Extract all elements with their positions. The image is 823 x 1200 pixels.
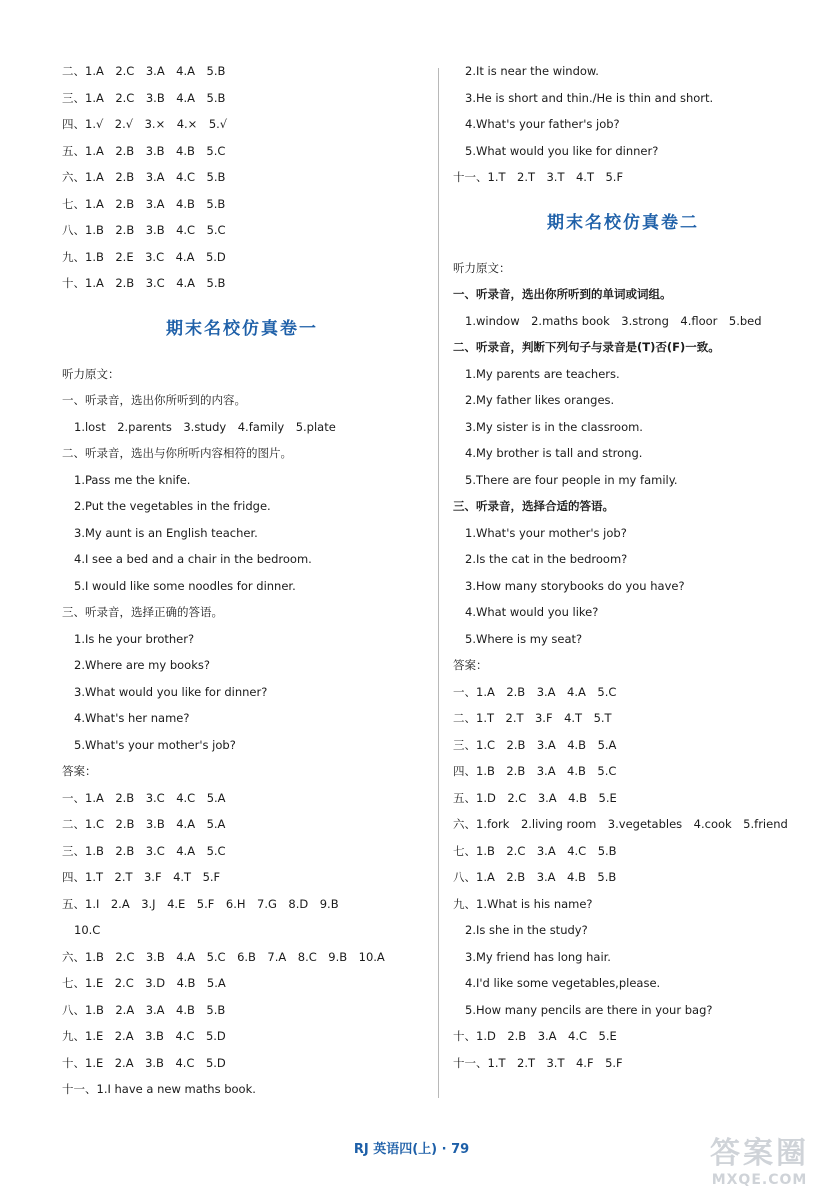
text-line: 五、1.A 2.B 3.B 4.B 5.C: [62, 143, 226, 158]
left-column: [62, 58, 422, 1103]
text-line: 四、1.T 2.T 3.F 4.T 5.F: [62, 870, 221, 884]
answer-line: 3.My sister is in the classroom.: [465, 419, 643, 434]
answer-line: 5.How many pencils are there in your bag?: [465, 1002, 713, 1017]
text-line: 十、1.A 2.B 3.C 4.A 5.B: [62, 276, 226, 290]
text-line: 十、1.D 2.B 3.A 4.C 5.E: [453, 1029, 617, 1043]
answer-line: 5.There are four people in my family.: [465, 472, 678, 487]
text-line: 七、1.E 2.C 3.D 4.B 5.A: [62, 976, 226, 990]
answer-line: 4.I see a bed and a chair in the bedroom.: [74, 552, 312, 566]
answer-line: 5.What's your mother's job?: [74, 737, 236, 752]
answer-line: 2.Put the vegetables in the fridge.: [74, 499, 271, 513]
text-line: 二、1.C 2.B 3.B 4.A 5.A: [62, 817, 226, 831]
answer-line: 4.What's your father's job?: [465, 117, 620, 131]
answer-line: 5.What would you like for dinner?: [465, 143, 659, 158]
answer-line: 2.Where are my books?: [74, 658, 210, 672]
text-line: 答案：: [62, 764, 97, 778]
answer-line: 2.It is near the window.: [465, 64, 599, 78]
text-line: 九、1.E 2.A 3.B 4.C 5.D: [62, 1029, 226, 1043]
text-line: 六、1.A 2.B 3.A 4.C 5.B: [62, 170, 226, 184]
answer-line: 3.What would you like for dinner?: [74, 684, 268, 699]
answer-line: 2.My father likes oranges.: [465, 393, 615, 407]
answer-line: 4.What would you like?: [465, 605, 599, 619]
text-line: 七、1.B 2.C 3.A 4.C 5.B: [453, 843, 617, 858]
text-line: 四、1.B 2.B 3.A 4.B 5.C: [453, 764, 617, 778]
text-line: 三、听录音，选择正确的答语。: [62, 605, 223, 619]
text-line: 三、1.B 2.B 3.C 4.A 5.C: [62, 843, 226, 858]
text-line: 八、1.B 2.B 3.B 4.C 5.C: [62, 223, 226, 237]
answer-line: 1.Pass me the knife.: [74, 472, 191, 487]
answer-line: 1.window 2.maths book 3.strong 4.floor 5.bed: [465, 313, 762, 328]
text-line: 一、听录音，选出你所听到的内容。: [62, 393, 246, 407]
watermark-url: MXQE.COM: [711, 1172, 808, 1188]
page-footer: RJ 英语四(上) · 79: [353, 1142, 470, 1157]
answer-line: 5.I would like some noodles for dinner.: [74, 578, 296, 593]
text-line: 四、1.√ 2.√ 3.× 4.× 5.√: [62, 117, 228, 131]
answer-line: 3.My aunt is an English teacher.: [74, 525, 258, 540]
text-line: 十一、1.I have a new maths book.: [62, 1082, 256, 1096]
text-line: 一、1.A 2.B 3.A 4.A 5.C: [453, 684, 617, 699]
question-heading: 二、听录音，判断下列句子与录音是(T)否(F)一致。: [453, 340, 720, 354]
text-line: 二、1.T 2.T 3.F 4.T 5.T: [453, 711, 612, 725]
text-line: 八、1.A 2.B 3.A 4.B 5.B: [453, 870, 617, 884]
text-line: 六、1.B 2.C 3.B 4.A 5.C 6.B 7.A 8.C 9.B 10.A: [62, 949, 385, 964]
text-line: 答案：: [453, 658, 488, 672]
answer-line: 10.C: [74, 923, 101, 937]
text-line: 十、1.E 2.A 3.B 4.C 5.D: [62, 1055, 226, 1070]
answer-line: 4.I'd like some vegetables,please.: [465, 976, 661, 990]
section-title: 期末名校仿真卷一: [166, 318, 318, 339]
text-line: 五、1.D 2.C 3.A 4.B 5.E: [453, 790, 617, 805]
text-line: 一、1.A 2.B 3.C 4.C 5.A: [62, 790, 226, 805]
text-line: 七、1.A 2.B 3.A 4.B 5.B: [62, 196, 226, 211]
text-line: 八、1.B 2.A 3.A 4.B 5.B: [62, 1002, 226, 1017]
answer-line: 3.My friend has long hair.: [465, 949, 611, 964]
question-heading: 三、听录音，选择合适的答语。: [453, 499, 614, 513]
answer-line: 1.Is he your brother?: [74, 631, 195, 646]
text-line: 十一、1.T 2.T 3.T 4.F 5.F: [453, 1055, 623, 1070]
text-line: 三、1.A 2.C 3.B 4.A 5.B: [62, 90, 226, 105]
answer-line: 2.Is she in the study?: [465, 923, 588, 937]
watermark-text: 答案圈: [710, 1136, 809, 1171]
answer-line: 5.Where is my seat?: [465, 631, 583, 646]
answer-line: 4.My brother is tall and strong.: [465, 446, 643, 460]
answer-line: 2.Is the cat in the bedroom?: [465, 552, 628, 566]
text-line: 六、1.fork 2.living room 3.vegetables 4.cook 5.friend: [453, 817, 788, 831]
text-line: 听力原文：: [453, 260, 511, 275]
text-line: 五、1.I 2.A 3.J 4.E 5.F 6.H 7.G 8.D 9.B: [62, 896, 339, 911]
text-line: 三、1.C 2.B 3.A 4.B 5.A: [453, 737, 617, 752]
answer-line: 1.What's your mother's job?: [465, 525, 627, 540]
watermark-logo: [710, 1128, 809, 1188]
right-column: [453, 58, 793, 1076]
answer-line: 3.He is short and thin./He is thin and short.: [465, 90, 714, 105]
text-line: 听力原文：: [62, 366, 120, 381]
answer-line: 1.My parents are teachers.: [465, 366, 620, 381]
text-line: 二、1.A 2.C 3.A 4.A 5.B: [62, 64, 226, 78]
section-title: 期末名校仿真卷二: [547, 212, 699, 233]
column-divider: [438, 68, 439, 1098]
answer-line: 1.lost 2.parents 3.study 4.family 5.plate: [74, 419, 336, 434]
text-line: 二、听录音，选出与你所听内容相符的图片。: [62, 446, 292, 460]
text-line: 十一、1.T 2.T 3.T 4.T 5.F: [453, 170, 624, 184]
text-line: 九、1.What is his name?: [453, 896, 593, 911]
answer-line: 3.How many storybooks do you have?: [465, 578, 685, 593]
answer-line: 4.What's her name?: [74, 711, 190, 725]
question-heading: 一、听录音，选出你所听到的单词或词组。: [453, 287, 672, 301]
text-line: 九、1.B 2.E 3.C 4.A 5.D: [62, 249, 226, 264]
